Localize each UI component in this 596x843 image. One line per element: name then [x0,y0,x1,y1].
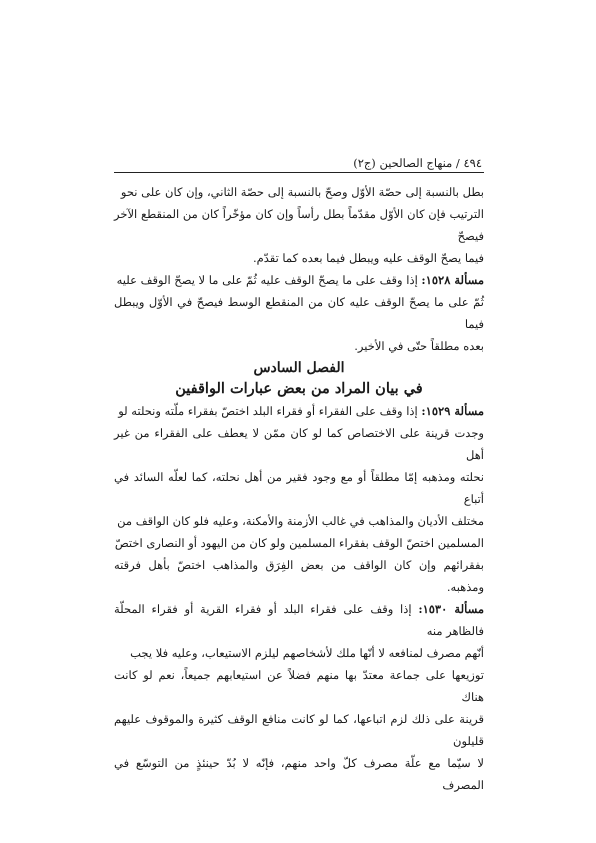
line-text: فيما يصحّ الوقف عليه ويبطل فيما بعده كما تقدّم. [252,251,484,265]
line-text: بفقرائهم وإن كان الواقف من بعض الفِرَق والمذاهب اختصّ بأهل فرقته ومذهبه. [114,558,484,594]
line-text: الترتيب فإن كان الأوّل مقدّماً بطل رأساً وإن كان مؤخّراً كان من المنقطع الآخر فيصحّ [114,207,484,243]
text-line [114,466,484,510]
text-line [114,510,484,532]
line-text: قرينة على ذلك لزم اتباعها، كما لو كانت منافع الوقف كثيرة والموقوف عليهم قليلون [114,712,484,748]
text-line [114,400,484,422]
line-text: لا سيّما مع علّة مصرف كلّ واحد منهم، فإنّه لا بُدّ حينئذٍ من التوسّع في المصرف [114,756,484,792]
text-line [114,752,484,796]
text-block-1 [114,181,484,357]
line-text: نحلته ومذهبه إمّا مطلقاً أو مع وجود فقير من أهل نحلته، كما لعلّه السائد في أتباع [114,470,484,506]
section-title: الفصل السادس [253,360,345,376]
line-text: أنّهم مصرف لمنافعه لا أنّها ملك لأشخاصهم ليلزم الاستيعاب، وعليه فلا يجب [130,646,484,660]
text-line [114,554,484,598]
text-line [114,203,484,247]
text-line [114,291,484,335]
header-rule [114,172,484,173]
text-line [114,642,484,664]
section-subtitle: في بيان المراد من بعض عبارات الواقفين [175,380,423,397]
text-line [114,247,484,269]
line-text: ثُمّ على ما يصحّ الوقف عليه كان من المنقطع الوسط فيصحّ في الأوّل ويبطل فيما [114,295,484,331]
line-text: إذا وقف على فقراء البلد أو فقراء القرية أو فقراء المحلّة فالظاهر منه [114,602,484,638]
text-line [114,664,484,708]
question-label: مسألة ١٥٢٨: [421,273,484,287]
line-text: بطل بالنسبة إلى حصّة الأوّل وصحّ بالنسبة إلى حصّة الثاني، وإن كان على نحو [120,185,484,199]
text-line [114,181,484,203]
line-text: بعده مطلقاً حتّى في الأخير. [354,339,484,353]
text-line [114,598,484,642]
text-line [114,335,484,357]
question-label: مسألة ١٥٢٩: [421,404,484,418]
line-text: إذا وقف على الفقراء أو فقراء البلد اختصّ بفقراء ملّته ونحلته لو [118,404,422,418]
text-line [114,422,484,466]
running-header: ٤٩٤ / منهاج الصالحين (ج٢) [353,156,482,170]
text-block-2 [114,400,484,796]
text-line [114,708,484,752]
text-line [114,269,484,291]
line-text: إذا وقف على ما يصحّ الوقف عليه ثُمّ على ما لا يصحّ الوقف عليه [116,273,422,287]
text-line [114,532,484,554]
line-text: المسلمين اختصّ الوقف بفقراء المسلمين ولو كان من اليهود أو النصارى اختصّ [114,536,484,550]
question-label: مسألة ١٥٣٠: [418,602,484,616]
line-text: مختلف الأديان والمذاهب في غالب الأزمنة والأمكنة، وعليه فلو كان الواقف من [117,514,484,528]
line-text: وجدت قرينة على الاختصاص كما لو كان ممّن لا يعطف على الفقراء من غير أهل [114,426,484,462]
line-text: توزيعها على جماعة معتدّ بها منهم فضلاً عن استيعابهم جميعاً، نعم لو كانت هناك [114,668,484,704]
